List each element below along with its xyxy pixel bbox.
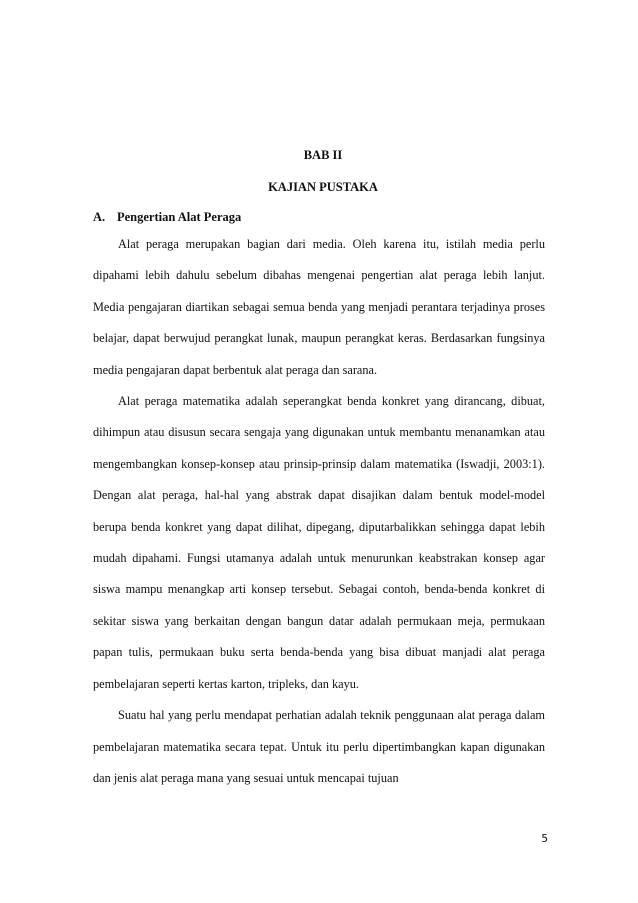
chapter-title: KAJIAN PUSTAKA bbox=[268, 180, 378, 194]
paragraph: Suatu hal yang perlu mendapat perhatian adalah teknik penggunaan alat peraga dalam pembelajaran matematika secara tepat. Untuk itu perlu dipertimbangkan kapan digunakan dan jenis alat peraga mana yang sesuai untuk mencapai tujuan bbox=[93, 708, 545, 785]
section-heading bbox=[93, 210, 241, 225]
page-number: 5 bbox=[541, 833, 548, 845]
paragraph: Alat peraga merupakan bagian dari media. Oleh karena itu, istilah media perlu dipahami lebih dahulu sebelum dibahas mengenai pengertian alat peraga lebih lanjut. Media pengajaran diartikan sebagai semua benda yang menjadi perantara terjadinya proses belajar, dapat berwujud perangkat lunak, maupun perangkat keras. Berdasarkan fungsinya media pengajaran dapat berbentuk alat peraga dan sarana. bbox=[93, 237, 545, 377]
section-title: Pengertian Alat Peraga bbox=[117, 210, 242, 224]
paragraph: Alat peraga matematika adalah seperangkat benda konkret yang dirancang, dibuat, dihimpun atau disusun secara sengaja yang digunakan untuk membantu menanamkan atau mengembangkan konsep-konsep atau prinsip-prinsip dalam matematika (Iswadji, 2003:1). Dengan alat peraga, hal-hal yang abstrak dapat disajikan dalam bentuk model-model berupa benda konkret yang dapat dilihat, dipegang, diputarbalikkan sehingga dapat lebih mudah dipahami. Fungsi utamanya adalah untuk menurunkan keabstrakan konsep agar siswa mampu menangkap arti konsep tersebut. Sebagai contoh, benda-benda konkret di sekitar siswa yang berkaitan dengan bangun datar adalah permukaan meja, permukaan papan tulis, permukaan buku serta benda-benda yang bisa dibuat manjadi alat peraga pembelajaran seperti kertas karton, tripleks, dan kayu. bbox=[93, 394, 545, 691]
section-letter: A. bbox=[93, 210, 106, 224]
body-text bbox=[93, 229, 545, 794]
chapter-label: BAB II bbox=[303, 148, 343, 162]
